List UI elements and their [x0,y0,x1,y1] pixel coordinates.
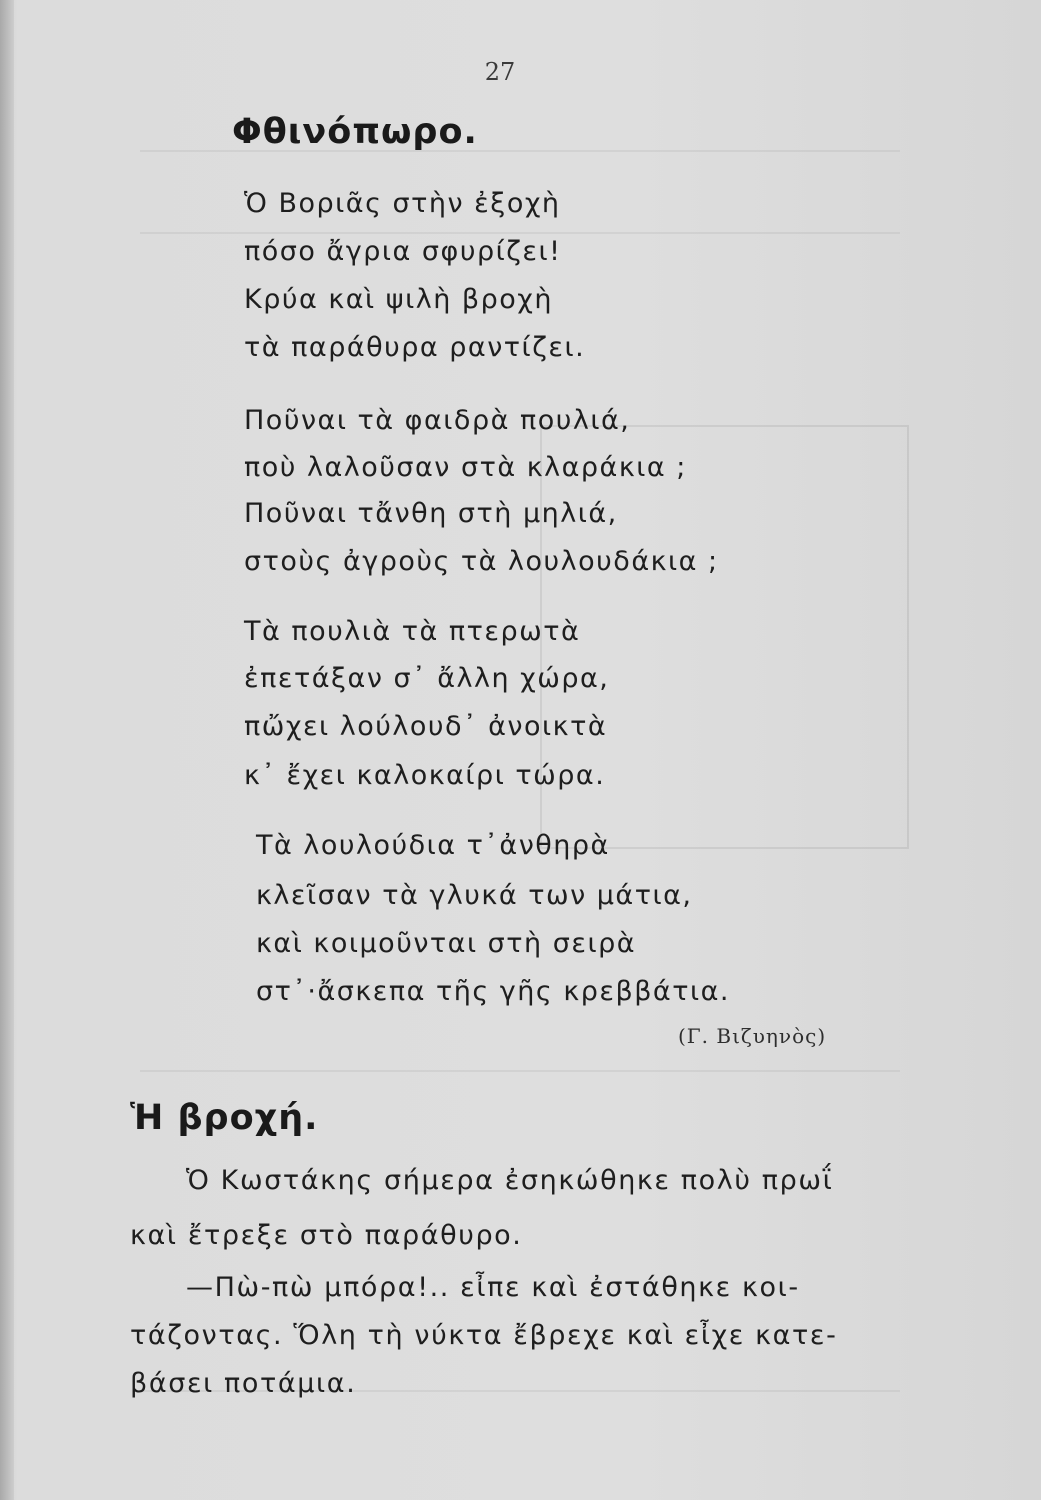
poem-title: Φθινόπωρο. [232,112,478,152]
story-line: βάσει ποτάμια. [130,1368,357,1399]
story-line: Ὁ Κωστάκης σήμερα ἐσηκώθηκε πολὺ πρωΐ [186,1165,834,1196]
poem-line: πόσο ἄγρια σφυρίζει! [244,236,562,267]
poem-line: Ὁ Βοριᾶς στὴν ἐξοχὴ [244,188,561,219]
poem-line: τὰ παράθυρα ραντίζει. [244,332,586,363]
poem-line: καὶ κοιμοῦνται στὴ σειρὰ [256,928,637,959]
story-line: καὶ ἔτρεξε στὸ παράθυρο. [130,1220,523,1251]
book-spine-shadow [0,0,14,1500]
poem-line: Τὰ πουλιὰ τὰ πτερωτὰ [244,616,581,647]
page-number: 27 [484,58,516,86]
poem-line: κλεῖσαν τὰ γλυκά των μάτια, [256,880,693,911]
show-through-line [140,232,900,234]
story-title: Ἡ βροχή. [130,1098,319,1138]
poem-attribution: (Γ. Βιζυηνὸς) [678,1024,827,1048]
poem-line: πὤχει λούλουδ᾿ ἀνοικτὰ [244,711,608,742]
poem-line: στ᾿·ἄσκεπα τῆς γῆς κρεββάτια. [256,976,730,1007]
show-through-line [140,1070,900,1072]
poem-line: κ᾿ ἔχει καλοκαίρι τώρα. [244,760,606,791]
poem-line: ποὺ λαλοῦσαν στὰ κλαράκια ; [244,452,687,483]
poem-line: Ποῦναι τὰ φαιδρὰ πουλιά, [244,405,631,436]
story-line: —Πὼ-πὼ μπόρα!.. εἶπε καὶ ἐστάθηκε κοι- [186,1272,800,1303]
poem-line: Ποῦναι τἄνθη στὴ μηλιά, [244,498,618,529]
poem-line: στοὺς ἀγροὺς τὰ λουλουδάκια ; [244,546,719,577]
story-line: τάζοντας. Ὅλη τὴ νύκτα ἔβρεχε καὶ εἶχε κατε- [130,1320,838,1351]
poem-line: Κρύα καὶ ψιλὴ βροχὴ [244,284,553,315]
poem-line: ἐπετάξαν σ᾿ ἄλλη χώρα, [244,663,610,694]
poem-line: Τὰ λουλούδια τ᾿ἀνθηρὰ [256,830,610,861]
